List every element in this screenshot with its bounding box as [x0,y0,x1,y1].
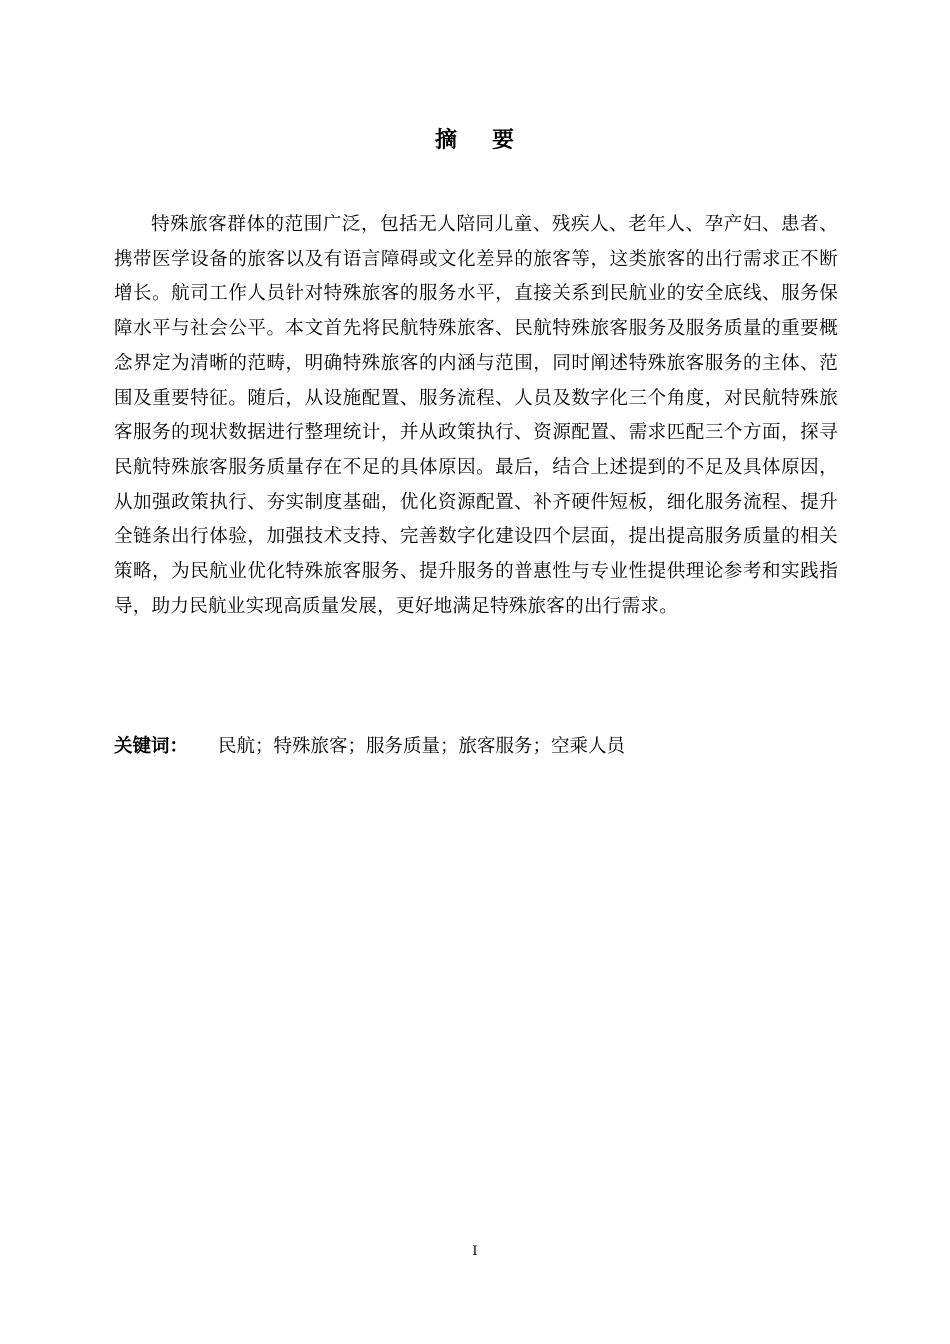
keywords-line [114,731,838,763]
abstract-title-char-1: 摘 [434,128,458,153]
abstract-title [0,124,950,158]
page-number: I [472,1244,478,1259]
keywords-label: 关键词： [114,736,189,757]
abstract-title-char-2: 要 [492,128,516,153]
keywords-list: 民航；特殊旅客；服务质量；旅客服务；空乘人员 [218,736,626,757]
abstract-body: 特殊旅客群体的范围广泛，包括无人陪同儿童、残疾人、老年人、孕产妇、患者、携带医学设备的旅客以及有语言障碍或文化差异的旅客等，这类旅客的出行需求正不断增长。航司工作人员针对特殊旅客的服务水平，直接关系到民航业的安全底线、服务保障水平与社会公平。本文首先将民航特殊旅客、民航特殊旅客服务及服务质量的重要概念界定为清晰的范畴，明确特殊旅客的内涵与范围，同时阐述特殊旅客服务的主体、范围及重要特征。随后，从设施配置、服务流程、人员及数字化三个角度，对民航特殊旅客服务的现状数据进行整理统计，并从政策执行、资源配置、需求匹配三个方面，探寻民航特殊旅客服务质量存在不足的具体原因。最后，结合上述提到的不足及具体原因，从加强政策执行、夯实制度基础，优化资源配置、补齐硬件短板，细化服务流程、提升全链条出行体验，加强技术支持、完善数字化建设四个层面，提出提高服务质量的相关策略，为民航业优化特殊旅客服务、提升服务的普惠性与专业性提供理论参考和实践指导，助力民航业实现高质量发展，更好地满足特殊旅客的出行需求。 [114,214,838,617]
